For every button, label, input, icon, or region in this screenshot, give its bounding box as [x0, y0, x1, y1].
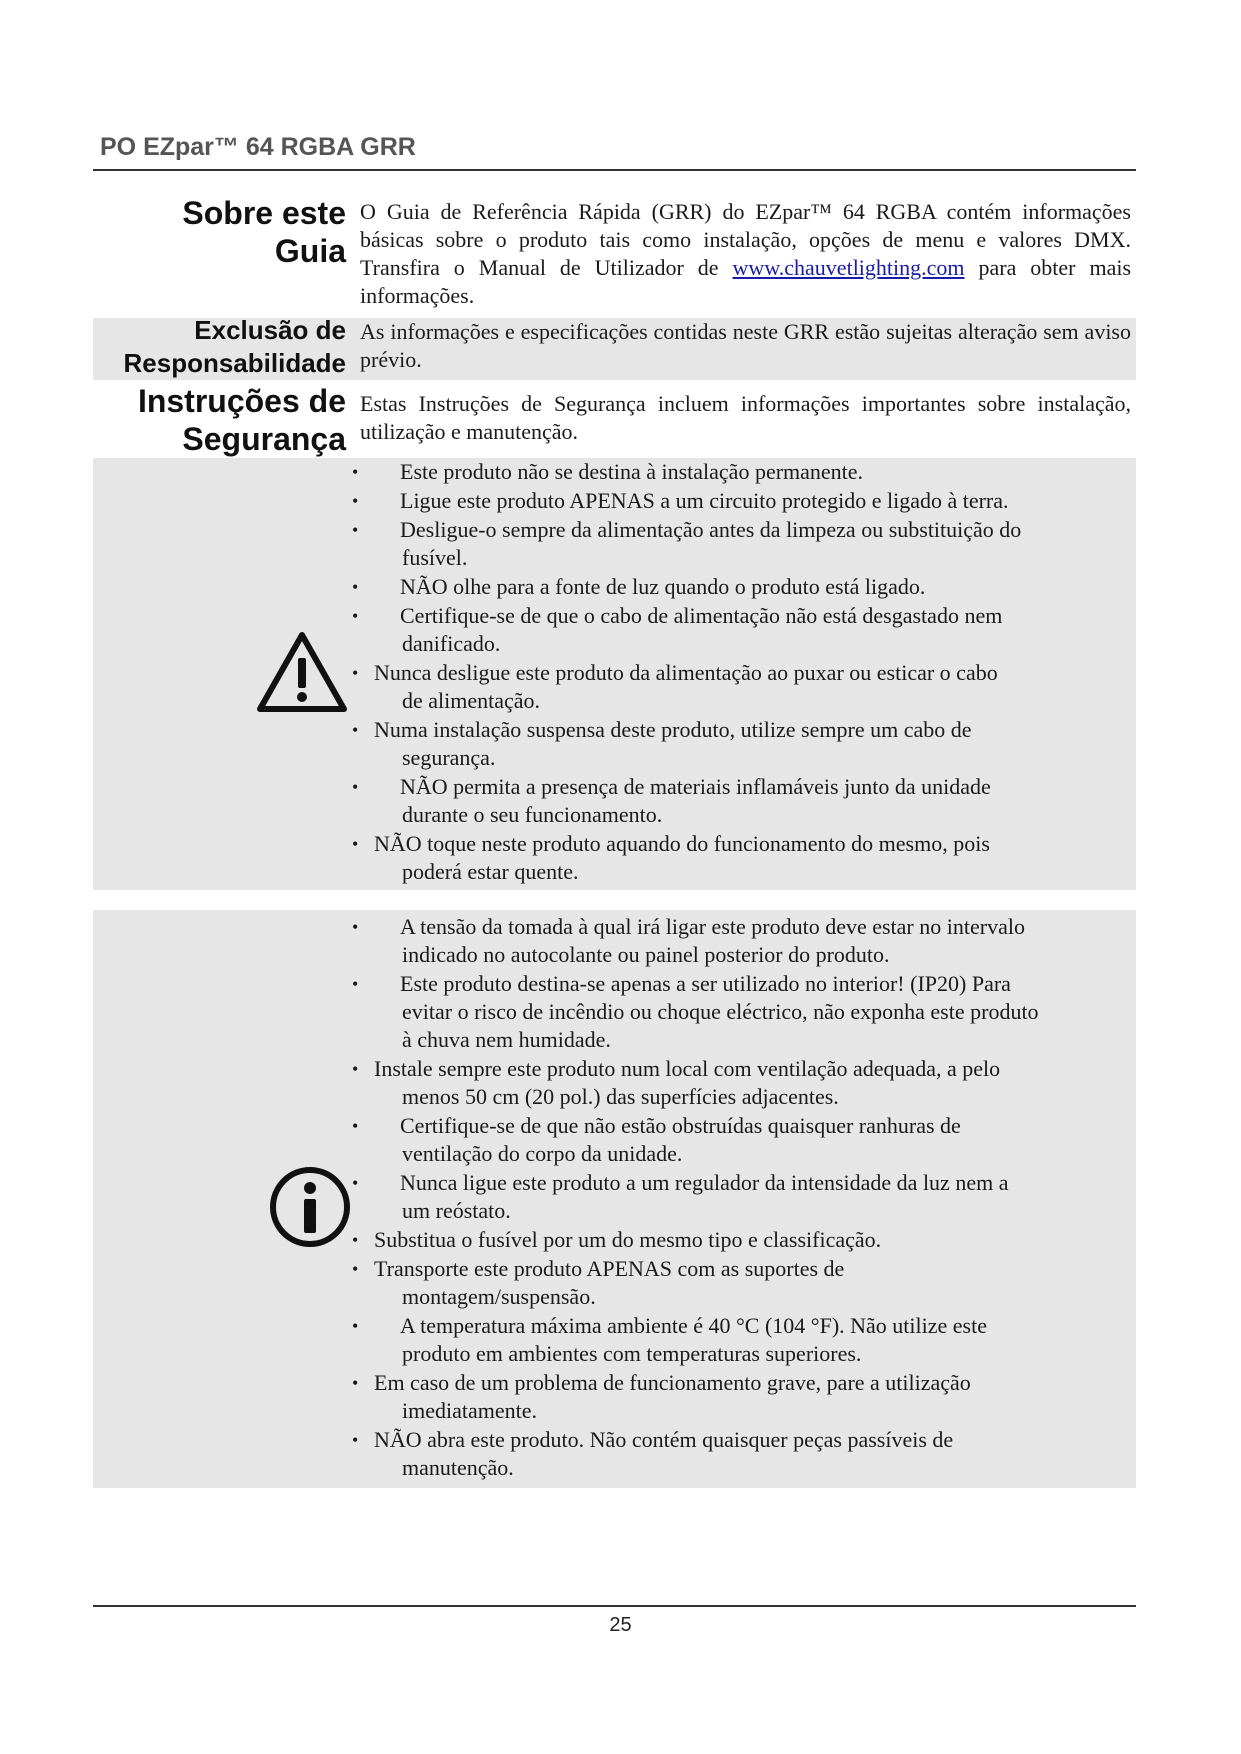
info-list: [352, 913, 1132, 1483]
about-section-text: [360, 198, 1131, 310]
list-item: [352, 1255, 1132, 1311]
about-title-line2: Guia: [274, 233, 346, 269]
safety-section-text: Estas Instruções de Segurança incluem informações importantes sobre instalação, utilização e manutenção.: [360, 391, 1131, 444]
list-item-line1: Nunca desligue este produto da alimentação ao puxar ou esticar o cabo: [374, 660, 998, 685]
list-item: [352, 458, 1132, 486]
list-item-line2: indicado no autocolante ou painel posterior do produto.: [402, 942, 890, 967]
list-item-line2: danificado.: [402, 631, 501, 656]
about-text-end: para obter mais informações.: [360, 255, 1132, 308]
list-item-line2: manutenção.: [402, 1455, 514, 1480]
about-title-line1: Sobre este: [182, 195, 346, 231]
list-item: [352, 1312, 1132, 1368]
list-item-line2: poderá estar quente.: [402, 859, 579, 884]
disclaimer-section-title: [124, 314, 347, 380]
list-item-line2: produto em ambientes com temperaturas superiores.: [402, 1341, 862, 1366]
list-item-line2: menos 50 cm (20 pol.) das superfícies adjacentes.: [402, 1084, 839, 1109]
safety-title-line2: Segurança: [182, 421, 346, 457]
list-item: [352, 516, 1132, 572]
list-item: [352, 970, 1132, 1054]
list-item: [352, 716, 1132, 772]
list-item-line1: Substitua o fusível por um do mesmo tipo e classificação.: [374, 1227, 882, 1252]
footer-rule: [93, 1605, 1136, 1607]
list-item: [352, 573, 1132, 601]
list-item: [352, 487, 1132, 515]
list-item-line2: evitar o risco de incêndio ou choque eléctrico, não exponha este produto: [402, 999, 1039, 1024]
list-item-line1: Certifique-se de que o cabo de alimentação não está desgastado nem: [400, 603, 1003, 628]
list-item-line1: NÃO abra este produto. Não contém quaisquer peças passíveis de: [374, 1427, 954, 1452]
info-circle-icon: [268, 1165, 352, 1249]
list-item-line1: Transporte este produto APENAS com as suportes de: [374, 1256, 845, 1281]
disclaimer-section-text: As informações e especificações contidas neste GRR estão sujeitas alteração sem aviso prévio.: [360, 319, 1131, 372]
safety-section-title: [138, 382, 346, 458]
list-item: [352, 830, 1132, 886]
list-item-line1: Nunca ligue este produto a um regulador da intensidade da luz nem a: [400, 1170, 1009, 1195]
list-item-line1: Desligue-o sempre da alimentação antes da limpeza ou substituição do: [400, 517, 1022, 542]
list-item: [352, 913, 1132, 969]
list-item: [352, 1112, 1132, 1168]
list-item: [352, 773, 1132, 829]
header-rule: [93, 169, 1136, 171]
list-item: [352, 1055, 1132, 1111]
list-item-line2: durante o seu funcionamento.: [402, 802, 663, 827]
chauvet-website-link[interactable]: www.chauvetlighting.com: [732, 255, 965, 280]
list-item-line1: NÃO olhe para a fonte de luz quando o produto está ligado.: [400, 574, 926, 599]
list-item: [352, 1226, 1132, 1254]
disclaimer-title-line1: Exclusão de: [194, 315, 346, 345]
list-item-line1: Instale sempre este produto num local com ventilação adequada, a pelo: [374, 1056, 1001, 1081]
page-number: 25: [609, 1614, 632, 1636]
list-item-line1: Este produto não se destina à instalação permanente.: [400, 459, 864, 484]
list-item: [352, 602, 1132, 658]
disclaimer-title-line2: Responsabilidade: [123, 348, 346, 378]
list-item-line1: Ligue este produto APENAS a um circuito protegido e ligado à terra.: [400, 488, 1009, 513]
list-item-line2: segurança.: [402, 745, 496, 770]
list-item-line1: A tensão da tomada à qual irá ligar este produto deve estar no intervalo: [400, 914, 1025, 939]
list-item-line1: NÃO toque neste produto aquando do funcionamento do mesmo, pois: [374, 831, 990, 856]
list-item-line2: de alimentação.: [402, 688, 541, 713]
list-item: [352, 1426, 1132, 1482]
document-header-title: PO EZpar™ 64 RGBA GRR: [100, 133, 416, 161]
list-item-line1: A temperatura máxima ambiente é 40 °C (104 °F). Não utilize este: [400, 1313, 987, 1338]
list-item: [352, 1169, 1132, 1225]
list-item-line1: Certifique-se de que não estão obstruídas quaisquer ranhuras de: [400, 1113, 961, 1138]
list-item-line1: Em caso de um problema de funcionamento grave, pare a utilização: [374, 1370, 971, 1395]
list-item-line2: imediatamente.: [402, 1398, 537, 1423]
safety-title-line1: Instruções de: [137, 383, 346, 419]
list-item-line1: Numa instalação suspensa deste produto, utilize sempre um cabo de: [374, 717, 972, 742]
list-item-line2: montagem/suspensão.: [402, 1284, 596, 1309]
list-item-line3: à chuva nem humidade.: [402, 1027, 611, 1052]
list-item: [352, 1369, 1132, 1425]
warning-triangle-icon: [256, 630, 348, 714]
list-item-line1: NÃO permita a presença de materiais inflamáveis junto da unidade: [400, 774, 991, 799]
warning-list: [352, 458, 1132, 887]
list-item-line2: fusível.: [402, 545, 468, 570]
list-item-line2: ventilação do corpo da unidade.: [402, 1141, 683, 1166]
list-item-line1: Este produto destina-se apenas a ser utilizado no interior! (IP20) Para: [400, 971, 1011, 996]
list-item: [352, 659, 1132, 715]
about-text: O Guia de Referência Rápida (GRR) do EZpar™ 64 RGBA contém informações básicas sobre o produto tais como instalação, opções de menu e valores DMX. Transfira o Manual de Utilizador de: [360, 199, 1131, 280]
about-section-title: [182, 194, 346, 270]
list-item-line2: um reóstato.: [402, 1198, 511, 1223]
